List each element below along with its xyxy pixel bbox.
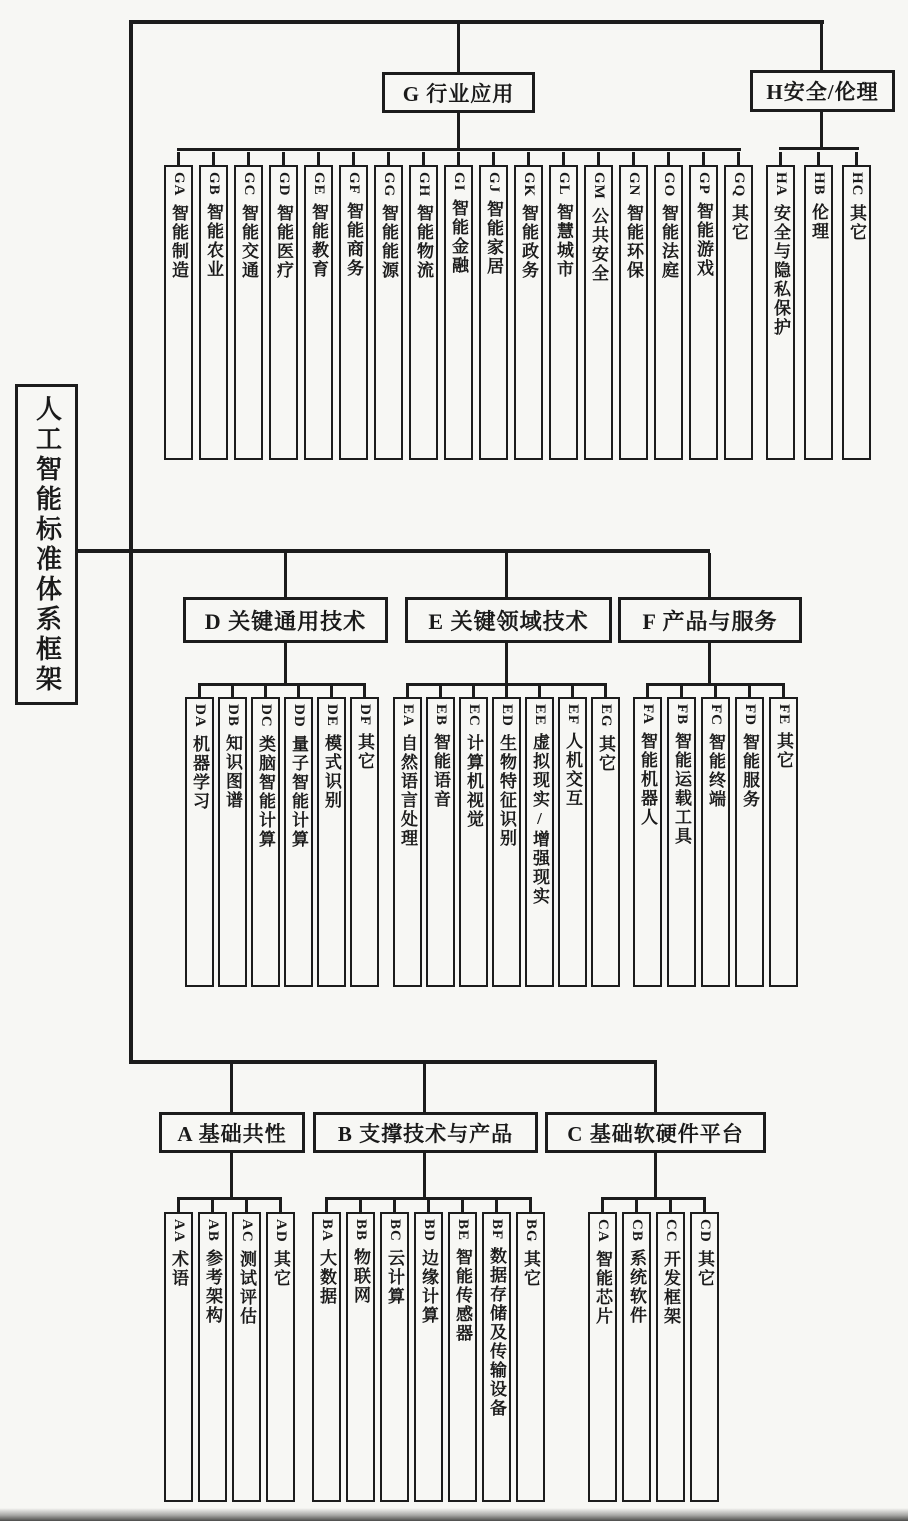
node-code: GG xyxy=(381,172,397,198)
group-label: C 基础软硬件平台 xyxy=(567,1121,744,1146)
group-label: G 行业应用 xyxy=(402,81,515,106)
group-label: H安全/伦理 xyxy=(766,80,879,104)
a-children-bus-line xyxy=(177,1197,282,1200)
node-code: GN xyxy=(626,172,642,197)
node-label: 术语 xyxy=(169,1249,188,1288)
node-label: 智能环保 xyxy=(624,203,643,280)
node-hc xyxy=(842,165,871,460)
node-label: 智能传感器 xyxy=(453,1248,472,1344)
node-label: 智能政务 xyxy=(519,204,538,281)
node-code: BF xyxy=(489,1219,505,1241)
node-gh xyxy=(409,165,438,460)
node-code: CC xyxy=(663,1219,679,1243)
node-gq xyxy=(724,165,753,460)
node-label: 量子智能计算 xyxy=(289,734,308,849)
trunk-line xyxy=(129,20,133,1064)
node-code: GE xyxy=(311,172,327,196)
node-code: EC xyxy=(466,704,482,727)
node-gg xyxy=(374,165,403,460)
root-title: 人工智能标准体系框架 xyxy=(32,394,62,695)
riser-to-b-box xyxy=(423,1064,426,1112)
node-label: 智能农业 xyxy=(204,202,223,279)
node-code: EE xyxy=(532,704,548,727)
node-label: 智能教育 xyxy=(309,202,328,279)
node-code: GP xyxy=(696,172,712,195)
node-ef xyxy=(558,697,587,987)
riser-f-to-children xyxy=(708,643,711,683)
node-ab xyxy=(198,1212,227,1502)
node-code: DD xyxy=(291,704,307,728)
node-code: EB xyxy=(433,704,449,727)
riser-to-f-box xyxy=(708,553,711,597)
group-box-d-key-general-tech xyxy=(183,597,388,643)
node-code: GH xyxy=(416,172,432,198)
node-code: FB xyxy=(674,704,690,726)
riser-to-e-box xyxy=(505,553,508,597)
node-label: 智能金融 xyxy=(449,198,468,275)
node-label: 其它 xyxy=(847,203,866,242)
node-code: GC xyxy=(241,172,257,197)
node-label: 参考架构 xyxy=(203,1248,222,1325)
node-label: 其它 xyxy=(271,1249,290,1288)
group-box-g-industry-applications xyxy=(382,72,535,113)
node-label: 大数据 xyxy=(317,1248,336,1306)
group-label: F 产品与服务 xyxy=(642,608,778,634)
node-code: FE xyxy=(776,704,792,726)
node-ea xyxy=(393,697,422,987)
node-code: DE xyxy=(324,704,340,727)
node-cb xyxy=(622,1212,651,1502)
g-children-row xyxy=(164,165,753,460)
group-box-b-supporting-tech-products xyxy=(313,1112,538,1153)
node-label: 智能终端 xyxy=(706,733,725,809)
node-label: 智能家居 xyxy=(484,200,503,277)
node-label: 智能物流 xyxy=(414,204,433,281)
node-label: 人机交互 xyxy=(563,732,582,809)
node-code: EG xyxy=(598,704,614,728)
group-box-c-basic-software-hardware-platform xyxy=(545,1112,766,1153)
riser-c-to-children xyxy=(654,1153,657,1197)
node-code: GD xyxy=(276,172,292,197)
e-children-row xyxy=(393,697,620,987)
node-code: BE xyxy=(455,1219,471,1242)
d-children-bus-line xyxy=(198,683,366,686)
node-label: 智能能源 xyxy=(379,204,398,281)
node-label: 其它 xyxy=(596,734,615,773)
node-ed xyxy=(492,697,521,987)
node-aa xyxy=(164,1212,193,1502)
riser-b-to-children xyxy=(423,1153,426,1197)
node-code: GF xyxy=(346,172,362,195)
node-code: AA xyxy=(171,1219,187,1243)
node-code: BD xyxy=(421,1219,437,1242)
riser-to-h-box xyxy=(820,24,823,70)
node-gb xyxy=(199,165,228,460)
node-code: HA xyxy=(773,172,789,197)
node-label: 系统软件 xyxy=(627,1248,646,1325)
riser-to-a-box xyxy=(230,1064,233,1112)
group-box-a-foundation-commonality xyxy=(159,1112,305,1153)
node-fc xyxy=(701,697,730,987)
node-label: 其它 xyxy=(729,204,748,243)
node-label: 智能交通 xyxy=(239,203,258,280)
node-code: GQ xyxy=(731,172,747,198)
node-ec xyxy=(459,697,488,987)
node-db xyxy=(218,697,247,987)
node-code: BG xyxy=(523,1219,539,1243)
node-bg xyxy=(516,1212,545,1502)
node-gm xyxy=(584,165,613,460)
b-children-row xyxy=(312,1212,545,1502)
node-code: AC xyxy=(239,1219,255,1243)
node-label: 智能游戏 xyxy=(694,201,713,278)
node-gl xyxy=(549,165,578,460)
riser-a-to-children xyxy=(230,1153,233,1197)
node-code: DB xyxy=(225,704,241,727)
node-be xyxy=(448,1212,477,1502)
node-da xyxy=(185,697,214,987)
node-gc xyxy=(234,165,263,460)
node-label: 计算机视觉 xyxy=(464,733,483,829)
node-label: 机器学习 xyxy=(190,734,209,811)
node-code: FC xyxy=(708,704,724,726)
node-code: DF xyxy=(357,704,373,726)
node-ee xyxy=(525,697,554,987)
g-children-bus-line xyxy=(177,148,741,151)
node-label: 智能机器人 xyxy=(638,731,657,827)
node-label: 智能服务 xyxy=(740,733,759,809)
node-code: DA xyxy=(192,704,208,728)
top-section-bus-line xyxy=(129,20,824,24)
node-code: CD xyxy=(697,1219,713,1243)
group-label: B 支撑技术与产品 xyxy=(337,1121,514,1146)
node-code: EA xyxy=(400,704,416,727)
node-code: FA xyxy=(640,704,656,725)
node-hb xyxy=(804,165,833,460)
node-label: 边缘计算 xyxy=(419,1248,438,1325)
node-label: 安全与隐私保护 xyxy=(771,203,790,337)
node-label: 知识图谱 xyxy=(223,733,242,810)
node-code: EF xyxy=(565,704,581,726)
riser-g-to-children xyxy=(457,113,460,149)
node-fd xyxy=(735,697,764,987)
node-label: 云计算 xyxy=(385,1248,404,1306)
node-code: GO xyxy=(661,172,677,198)
node-gd xyxy=(269,165,298,460)
node-ad xyxy=(266,1212,295,1502)
node-code: GL xyxy=(556,172,572,196)
node-ge xyxy=(304,165,333,460)
riser-to-d-box xyxy=(284,553,287,597)
node-code: AB xyxy=(205,1219,221,1242)
node-cd xyxy=(690,1212,719,1502)
node-bd xyxy=(414,1212,443,1502)
node-label: 智能制造 xyxy=(169,203,188,280)
a-children-row xyxy=(164,1212,295,1502)
node-bf xyxy=(482,1212,511,1502)
node-label: 其它 xyxy=(355,733,374,771)
node-gi xyxy=(444,165,473,460)
node-label: 开发框架 xyxy=(661,1249,680,1326)
node-code: GK xyxy=(521,172,537,198)
group-box-f-products-services xyxy=(618,597,802,643)
node-eb xyxy=(426,697,455,987)
node-ac xyxy=(232,1212,261,1502)
node-eg xyxy=(591,697,620,987)
c-children-bus-line xyxy=(601,1197,706,1200)
group-label: E 关键领域技术 xyxy=(428,608,589,634)
node-dd xyxy=(284,697,313,987)
node-label: 智能芯片 xyxy=(593,1249,612,1326)
node-label: 类脑智能计算 xyxy=(256,734,275,849)
node-bc xyxy=(380,1212,409,1502)
node-code: AD xyxy=(273,1219,289,1243)
node-gn xyxy=(619,165,648,460)
node-ca xyxy=(588,1212,617,1502)
node-code: GJ xyxy=(486,172,502,194)
node-fe xyxy=(769,697,798,987)
h-children-bus-line xyxy=(779,147,859,150)
node-gk xyxy=(514,165,543,460)
node-ga xyxy=(164,165,193,460)
node-go xyxy=(654,165,683,460)
node-label: 生物特征识别 xyxy=(497,733,516,848)
node-dc xyxy=(251,697,280,987)
riser-h-to-children xyxy=(820,112,823,148)
node-label: 其它 xyxy=(695,1249,714,1288)
node-bb xyxy=(346,1212,375,1502)
node-label: 智能医疗 xyxy=(274,203,293,280)
riser-d-to-children xyxy=(284,643,287,683)
node-gp xyxy=(689,165,718,460)
h-children-row xyxy=(766,165,871,460)
node-ba xyxy=(312,1212,341,1502)
node-label: 其它 xyxy=(521,1249,540,1288)
group-label: A 基础共性 xyxy=(177,1121,287,1146)
node-label: 其它 xyxy=(774,732,793,771)
node-df xyxy=(350,697,379,987)
node-label: 伦理 xyxy=(809,202,828,241)
node-label: 智慧城市 xyxy=(554,202,573,279)
node-ha xyxy=(766,165,795,460)
node-code: GI xyxy=(451,172,467,192)
node-label: 智能运载工具 xyxy=(672,732,691,847)
node-code: BA xyxy=(319,1219,335,1242)
node-code: DC xyxy=(258,704,274,728)
node-fa xyxy=(633,697,662,987)
node-label: 模式识别 xyxy=(322,733,341,810)
node-label: 测试评估 xyxy=(237,1249,256,1326)
c-children-row xyxy=(588,1212,719,1502)
riser-e-to-children xyxy=(505,643,508,683)
node-fb xyxy=(667,697,696,987)
bottom-section-bus-line xyxy=(129,1060,657,1064)
node-label: 智能法庭 xyxy=(659,204,678,281)
node-code: BC xyxy=(387,1219,403,1242)
node-label: 物联网 xyxy=(351,1248,370,1306)
node-code: BB xyxy=(353,1219,369,1242)
riser-to-g-box xyxy=(457,24,460,72)
middle-section-bus-line xyxy=(78,549,710,553)
node-code: GB xyxy=(206,172,222,196)
node-code: ED xyxy=(499,704,515,727)
node-code: GM xyxy=(591,172,607,200)
riser-to-c-box xyxy=(654,1064,657,1112)
d-children-row xyxy=(185,697,379,987)
node-label: 自然语言处理 xyxy=(398,733,417,848)
scan-bottom-edge-shadow xyxy=(0,1508,908,1521)
f-children-row xyxy=(633,697,798,987)
node-gf xyxy=(339,165,368,460)
node-label: 数据存储及传输设备 xyxy=(487,1247,506,1419)
node-cc xyxy=(656,1212,685,1502)
node-code: HB xyxy=(811,172,827,196)
node-gj xyxy=(479,165,508,460)
node-label: 公共安全 xyxy=(589,206,608,283)
node-code: CA xyxy=(595,1219,611,1243)
group-box-h-safety-ethics xyxy=(750,70,895,112)
node-label: 智能商务 xyxy=(344,201,363,278)
node-label: 虚拟现实/增强现实 xyxy=(530,733,549,907)
root-title-box xyxy=(15,384,78,705)
node-code: HC xyxy=(849,172,865,197)
group-label: D 关键通用技术 xyxy=(204,608,367,634)
node-code: CB xyxy=(629,1219,645,1242)
node-label: 智能语音 xyxy=(431,733,450,810)
node-code: FD xyxy=(742,704,758,726)
node-de xyxy=(317,697,346,987)
group-box-e-key-domain-tech xyxy=(405,597,612,643)
node-code: GA xyxy=(171,172,187,197)
